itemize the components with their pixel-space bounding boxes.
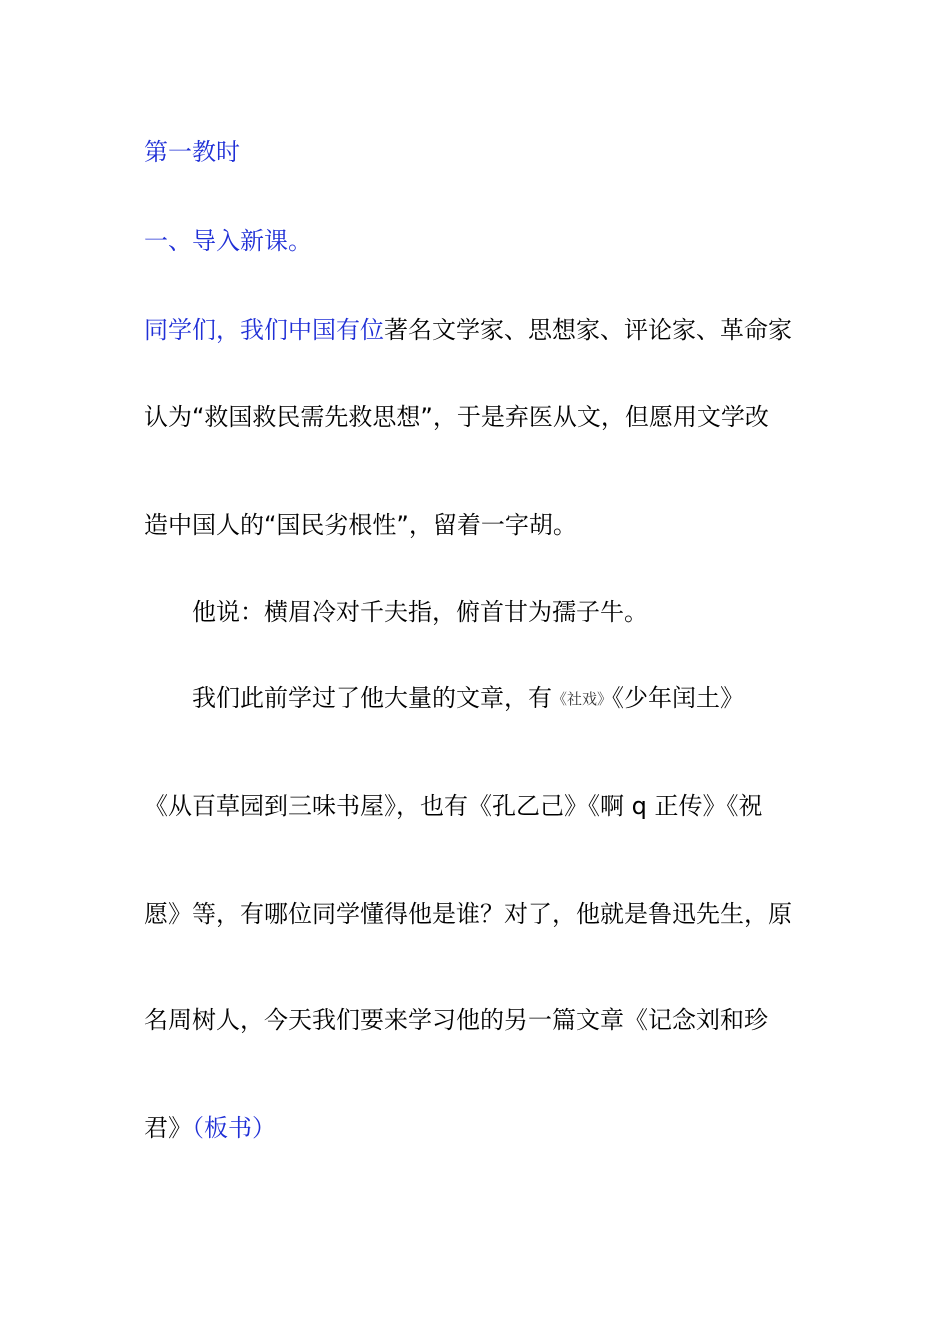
body-text: 《少年闰土》: [612, 684, 745, 712]
paragraph-line: [144, 314, 792, 346]
highlighted-text: 同学们，我们中国有位: [144, 316, 384, 344]
paragraph-line: 名周树人，今天我们要来学习他的另一篇文章《记念刘和珍: [144, 1006, 768, 1034]
paragraph-line: 《从百草园到三味书屋》，也有《孔乙己》《啊 q 正传》《祝: [144, 792, 763, 820]
board-note: （板书）: [192, 1114, 276, 1142]
quote-line: 他说：横眉冷对千夫指，俯首甘为孺子牛。: [192, 598, 648, 626]
body-text: 我们此前学过了他大量的文章，有: [192, 684, 552, 712]
small-title-text: 《社戏》: [552, 690, 613, 708]
paragraph-line: 认为“救国救民需先救思想”，于是弃医从文，但愿用文学改: [144, 403, 769, 431]
paragraph-line: 愿》等，有哪位同学懂得他是谁？对了，他就是鲁迅先生，原: [144, 900, 792, 928]
paragraph-line: [144, 1112, 276, 1144]
body-text: 君》: [144, 1114, 192, 1142]
lesson-title: 第一教时: [144, 138, 240, 166]
section-heading: 一、导入新课。: [144, 227, 312, 255]
paragraph-line: [192, 682, 744, 715]
body-text: 著名文学家、思想家、评论家、革命家: [384, 316, 792, 344]
paragraph-line: 造中国人的“国民劣根性”，留着一字胡。: [144, 511, 577, 539]
